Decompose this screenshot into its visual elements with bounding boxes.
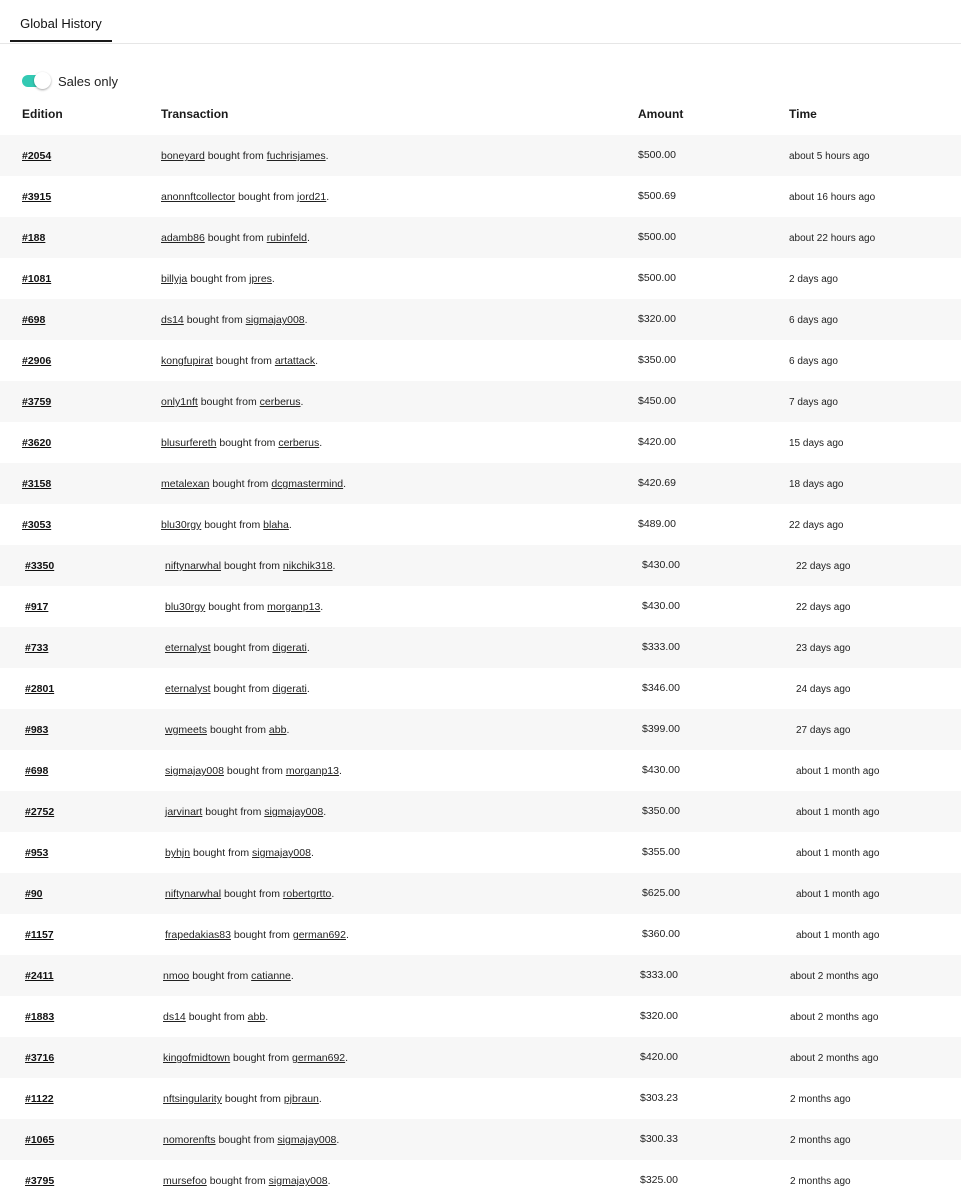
table-row [0,381,961,422]
table-row [0,709,961,750]
transaction-connector: bought from [233,929,290,941]
transaction-connector: bought from [208,601,265,613]
edition-link[interactable]: #3350 [25,560,55,572]
transaction-connector: bought from [219,437,276,449]
sales-only-filter [22,72,118,90]
seller-link[interactable]: rubinfeld [266,232,307,244]
seller-link[interactable]: sigmajay008 [245,314,305,326]
table-row [0,504,961,545]
table-row [0,1078,961,1119]
buyer-link[interactable]: frapedakias83 [165,929,231,941]
edition-link[interactable]: #2752 [25,806,55,818]
amount-value: $500.69 [638,190,676,202]
buyer-link[interactable]: sigmajay008 [165,765,224,777]
seller-link[interactable]: digerati [272,642,307,654]
column-header-time: Time [789,107,817,121]
table-row [0,791,961,832]
table-row [0,832,961,873]
edition-link[interactable]: #917 [25,601,49,613]
edition-link[interactable]: #1081 [22,273,52,285]
transaction-connector: bought from [224,1093,281,1105]
sales-only-label: Sales only [58,73,118,89]
edition-link[interactable]: #3915 [22,191,52,203]
edition-link[interactable]: #983 [25,724,49,736]
transaction-text: niftynarwhal bought from nikchik318. [165,560,336,572]
time-value: 15 days ago [789,438,844,449]
table-row [0,176,961,217]
seller-link[interactable]: jord21 [297,191,327,203]
transaction-connector: bought from [218,1134,275,1146]
table-row [0,340,961,381]
edition-link[interactable]: #2801 [25,683,55,695]
seller-link[interactable]: dcgmastermind [271,478,344,490]
seller-link[interactable]: sigmajay008 [264,806,324,818]
buyer-link[interactable]: nmoo [163,970,190,982]
transaction-connector: bought from [209,1175,266,1187]
seller-link[interactable]: abb [268,724,287,736]
transaction-text: niftynarwhal bought from robertgrtto. [165,888,335,900]
transaction-connector: bought from [200,396,257,408]
amount-value: $420.00 [638,436,676,448]
table-row [0,135,961,176]
tab-bar [0,0,961,44]
buyer-link[interactable]: nomorenfts [163,1134,216,1146]
amount-value: $500.00 [638,272,676,284]
transaction-connector: bought from [238,191,295,203]
buyer-link[interactable]: niftynarwhal [165,888,222,900]
seller-link[interactable]: nikchik318 [282,560,333,572]
table-row [0,668,961,709]
table-row [0,1119,961,1160]
amount-value: $333.00 [640,969,678,981]
table-row [0,914,961,955]
transaction-text: wgmeets bought from abb. [165,724,290,736]
transaction-connector: bought from [209,724,266,736]
seller-link[interactable]: pjbraun [283,1093,319,1105]
buyer-link[interactable]: ds14 [163,1011,186,1023]
time-value: about 1 month ago [796,807,880,818]
column-header-edition: Edition [22,107,63,121]
edition-link[interactable]: #953 [25,847,49,859]
transaction-text: kongfupirat bought from artattack. [161,355,319,367]
time-value: about 1 month ago [796,848,880,859]
table-row [0,627,961,668]
seller-link[interactable]: sigmajay008 [277,1134,337,1146]
amount-value: $320.00 [638,313,676,325]
table-row [0,996,961,1037]
edition-link[interactable]: #188 [22,232,46,244]
seller-link[interactable]: digerati [272,683,307,695]
time-value: about 16 hours ago [789,192,876,203]
edition-link[interactable]: #3759 [22,396,52,408]
amount-value: $350.00 [638,354,676,366]
transaction-text: anonnftcollector bought from jord21. [161,191,330,203]
transaction-text: only1nft bought from cerberus. [161,396,304,408]
history-table [0,135,961,1201]
seller-link[interactable]: cerberus [259,396,301,408]
buyer-link[interactable]: blu30rgy [165,601,206,613]
time-value: about 2 months ago [790,1012,879,1023]
edition-link[interactable]: #698 [22,314,46,326]
time-value: 2 months ago [790,1135,851,1146]
time-value: about 1 month ago [796,930,880,941]
seller-link[interactable]: morganp13 [267,601,321,613]
time-value: 2 months ago [790,1176,851,1187]
time-value: about 2 months ago [790,971,879,982]
amount-value: $346.00 [642,682,680,694]
time-value: 6 days ago [789,315,838,326]
buyer-link[interactable]: jarvinart [165,806,203,818]
time-value: about 1 month ago [796,889,880,900]
transaction-connector: bought from [233,1052,290,1064]
transaction-connector: bought from [226,765,283,777]
column-header-amount: Amount [638,107,684,121]
amount-value: $399.00 [642,723,680,735]
amount-value: $333.00 [642,641,680,653]
edition-link[interactable]: #3053 [22,519,52,531]
edition-link[interactable]: #733 [25,642,49,654]
amount-value: $430.00 [642,600,680,612]
amount-value: $430.00 [642,559,680,571]
time-value: about 2 months ago [790,1053,879,1064]
amount-value: $625.00 [642,887,680,899]
seller-link[interactable]: abb [247,1011,266,1023]
time-value: 2 days ago [789,274,838,285]
transaction-text: adamb86 bought from rubinfeld. [161,232,310,244]
seller-link[interactable]: german692 [292,1052,346,1064]
edition-link[interactable]: #1065 [25,1134,55,1146]
buyer-link[interactable]: adamb86 [161,232,205,244]
buyer-link[interactable]: blu30rgy [161,519,202,531]
transaction-text: byhjn bought from sigmajay008. [165,847,314,859]
table-row [0,463,961,504]
transaction-text: jarvinart bought from sigmajay008. [165,806,327,818]
transaction-connector: bought from [223,560,280,572]
tab-global-history[interactable]: Global History [10,0,112,42]
edition-link[interactable]: #3716 [25,1052,55,1064]
table-row [0,258,961,299]
edition-link[interactable]: #3620 [22,437,52,449]
transaction-text: ds14 bought from sigmajay008. [161,314,308,326]
edition-link[interactable]: #2054 [22,150,52,162]
amount-value: $450.00 [638,395,676,407]
edition-link[interactable]: #2411 [25,970,54,982]
buyer-link[interactable]: wgmeets [165,724,208,736]
buyer-link[interactable]: metalexan [161,478,210,490]
seller-link[interactable]: sigmajay008 [268,1175,328,1187]
edition-link[interactable]: #2906 [22,355,52,367]
amount-value: $420.00 [640,1051,678,1063]
transaction-text: eternalyst bought from digerati. [165,642,310,654]
transaction-connector: bought from [190,273,247,285]
amount-value: $325.00 [640,1174,678,1186]
seller-link[interactable]: jpres [249,273,272,285]
transaction-connector: bought from [207,232,264,244]
amount-value: $360.00 [642,928,680,940]
transaction-text: kingofmidtown bought from german692. [163,1052,349,1064]
amount-value: $350.00 [642,805,680,817]
transaction-connector: bought from [207,150,264,162]
buyer-link[interactable]: anonnftcollector [161,191,236,203]
buyer-link[interactable]: eternalyst [165,683,211,695]
time-value: 2 months ago [790,1094,851,1105]
edition-link[interactable]: #1157 [25,929,54,941]
transaction-connector: bought from [204,519,261,531]
transaction-connector: bought from [215,355,272,367]
toggle-knob [34,72,51,89]
edition-link[interactable]: #1122 [25,1093,54,1105]
edition-link[interactable]: #1883 [25,1011,55,1023]
buyer-link[interactable]: mursefoo [163,1175,207,1187]
transaction-text: billyja bought from jpres. [161,273,275,285]
amount-value: $300.33 [640,1133,678,1145]
transaction-text: metalexan bought from dcgmastermind. [161,478,347,490]
edition-link[interactable]: #90 [25,888,43,900]
transaction-text: ds14 bought from abb. [163,1011,269,1023]
transaction-text: blusurfereth bought from cerberus. [161,437,323,449]
time-value: 24 days ago [796,684,851,695]
seller-link[interactable]: catianne [251,970,291,982]
seller-link[interactable]: blaha [263,519,289,531]
time-value: 6 days ago [789,356,838,367]
time-value: 22 days ago [796,602,851,613]
transaction-text: nmoo bought from catianne. [163,970,294,982]
buyer-link[interactable]: byhjn [165,847,191,859]
buyer-link[interactable]: billyja [161,273,188,285]
time-value: 27 days ago [796,725,851,736]
seller-link[interactable]: sigmajay008 [252,847,311,859]
buyer-link[interactable]: only1nft [161,396,198,408]
seller-link[interactable]: artattack [274,355,316,367]
amount-value: $303.23 [640,1092,678,1104]
transaction-text: boneyard bought from fuchrisjames. [161,150,329,162]
amount-value: $500.00 [638,231,676,243]
edition-link[interactable]: #698 [25,765,49,777]
transaction-connector: bought from [188,1011,245,1023]
buyer-link[interactable]: nftsingularity [163,1093,222,1105]
time-value: 7 days ago [789,397,838,408]
table-row [0,1160,961,1201]
amount-value: $320.00 [640,1010,678,1022]
time-value: about 22 hours ago [789,233,876,244]
amount-value: $355.00 [642,846,680,858]
transaction-connector: bought from [205,806,262,818]
transaction-text: eternalyst bought from digerati. [165,683,310,695]
time-value: about 1 month ago [796,766,880,777]
buyer-link[interactable]: niftynarwhal [165,560,222,572]
sales-only-toggle[interactable] [22,75,49,87]
table-header [0,107,961,125]
amount-value: $500.00 [638,149,676,161]
edition-link[interactable]: #3158 [22,478,52,490]
seller-link[interactable]: robertgrtto [282,888,332,900]
transaction-text: mursefoo bought from sigmajay008. [163,1175,331,1187]
transaction-connector: bought from [192,970,249,982]
transaction-text: sigmajay008 bought from morganp13. [165,765,342,777]
table-row [0,217,961,258]
time-value: 18 days ago [789,479,844,490]
amount-value: $489.00 [638,518,676,530]
buyer-link[interactable]: kingofmidtown [163,1052,231,1064]
table-row [0,545,961,586]
table-row [0,1037,961,1078]
transaction-text: blu30rgy bought from blaha. [161,519,292,531]
seller-link[interactable]: cerberus [278,437,320,449]
table-row [0,422,961,463]
transaction-connector: bought from [213,683,270,695]
table-row [0,750,961,791]
transaction-connector: bought from [223,888,280,900]
seller-link[interactable]: fuchrisjames [266,150,326,162]
time-value: 22 days ago [796,561,851,572]
transaction-connector: bought from [186,314,243,326]
table-row [0,955,961,996]
time-value: about 5 hours ago [789,151,870,162]
table-row [0,299,961,340]
buyer-link[interactable]: kongfupirat [161,355,213,367]
table-row [0,873,961,914]
time-value: 23 days ago [796,643,851,654]
buyer-link[interactable]: blusurfereth [161,437,217,449]
buyer-link[interactable]: eternalyst [165,642,211,654]
transaction-text: nomorenfts bought from sigmajay008. [163,1134,340,1146]
buyer-link[interactable]: boneyard [161,150,205,162]
transaction-text: nftsingularity bought from pjbraun. [163,1093,322,1105]
amount-value: $420.69 [638,477,676,489]
transaction-connector: bought from [213,642,270,654]
transaction-text: frapedakias83 bought from german692. [165,929,349,941]
edition-link[interactable]: #3795 [25,1175,55,1187]
transaction-connector: bought from [193,847,250,859]
table-row [0,586,961,627]
column-header-transaction: Transaction [161,107,229,121]
time-value: 22 days ago [789,520,844,531]
seller-link[interactable]: german692 [292,929,346,941]
transaction-text: blu30rgy bought from morganp13. [165,601,324,613]
buyer-link[interactable]: ds14 [161,314,184,326]
seller-link[interactable]: morganp13 [285,765,339,777]
transaction-connector: bought from [212,478,269,490]
amount-value: $430.00 [642,764,680,776]
